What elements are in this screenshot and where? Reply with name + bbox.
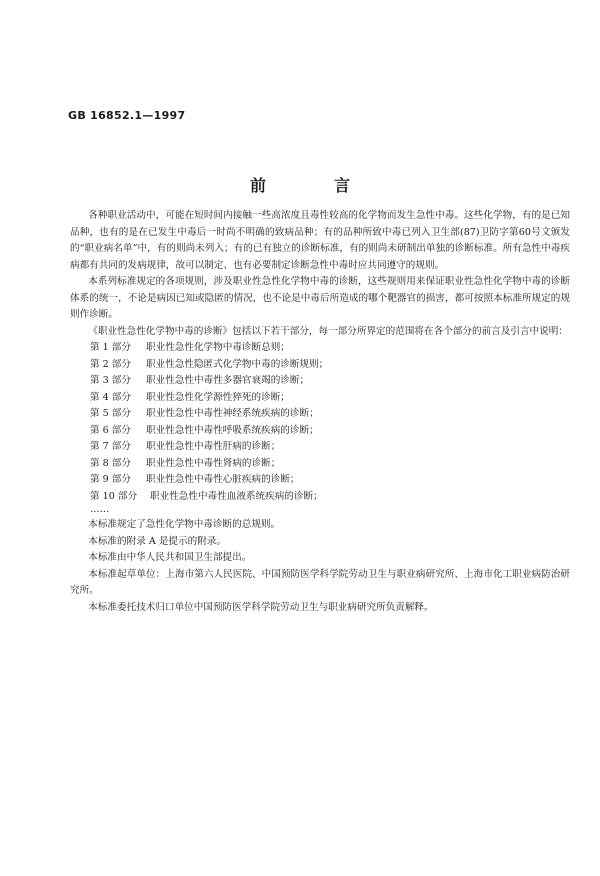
document-body <box>70 208 570 616</box>
part-title: 职业性急性中毒性心脏疾病的诊断； <box>146 474 300 485</box>
list-item <box>70 373 570 390</box>
standard-code: GB 16852.1—1997 <box>68 109 186 122</box>
part-label: 第 1 部分 <box>90 342 131 353</box>
page-title: 前 言 <box>249 176 376 195</box>
intro-paragraph: 《职业性急性化学物中毒的诊断》包括以下若干部分，每一部分所界定的范围将在各个部分的前言及引言中说明： <box>88 325 568 337</box>
intro-paragraph: 本系列标准规定的各项规则，涉及职业性急性化学物中毒的诊断，这些规则用来保证职业性急性化学物中毒的诊断体系的统一，不论是病因已知或隐匿的情况，也不论是中毒后所造成的哪个靶器官的损害，都可按照本标准所规定的规则作诊断。 <box>70 276 570 320</box>
part-label: 第 6 部分 <box>90 424 131 436</box>
part-label: 第 10 部分 <box>90 490 138 502</box>
part-title: 职业性急性隐匿式化学物中毒的诊断规则； <box>146 358 329 370</box>
part-title: 职业性急性中毒性血液系统疾病的诊断； <box>150 490 323 502</box>
part-title: 职业性急性中毒性肝病的诊断； <box>146 441 281 452</box>
list-item <box>70 340 570 357</box>
list-item <box>70 456 570 473</box>
part-label: 第 7 部分 <box>90 441 131 452</box>
list-item <box>70 390 570 407</box>
part-title: 职业性急性中毒性多器官衰竭的诊断； <box>146 375 310 386</box>
list-item <box>70 423 570 440</box>
part-label: 第 4 部分 <box>90 391 131 403</box>
list-item <box>70 439 570 456</box>
part-title: 职业性急性化学源性猝死的诊断； <box>146 391 290 403</box>
part-label: 第 8 部分 <box>90 457 131 469</box>
part-label: 第 9 部分 <box>90 474 131 485</box>
intro-paragraph: 各种职业活动中，可能在短时间内接触一些高浓度且毒性较高的化学物而发生急性中毒。这些化学物，有的是已知品种，也有的是在已发生中毒后一时尚不明确的致病品种；有的品种所致中毒已列入卫生部(87)卫防字第60号文颁发的“职业病名单”中，有的则尚未列入；有的已有独立的诊断标准，有的则尚未研制出单独的诊断标准。所有急性中毒疾病都有共同的发病规律，故可以制定、也有必要制定诊断急性中毒时应共同遵守的规则。 <box>70 210 570 271</box>
closing-paragraph: 本标准由中华人民共和国卫生部提出。 <box>88 552 252 563</box>
closing-paragraph: 本标准规定了急性化学物中毒诊断的总规则。 <box>88 519 281 530</box>
part-label: 第 3 部分 <box>90 375 131 386</box>
list-item <box>70 472 570 489</box>
part-title: 职业性急性中毒性神经系统疾病的诊断； <box>146 408 319 419</box>
closing-paragraph: 本标准的附录 A 是提示的附录。 <box>88 535 226 547</box>
closing-paragraph: 本标准委托技术归口单位中国预防医学科学院劳动卫生与职业病研究所负责解释。 <box>88 601 434 613</box>
part-label: 第 2 部分 <box>90 358 131 370</box>
closing-paragraph: 本标准起草单位：上海市第六人民医院、中国预防医学科学院劳动卫生与职业病研究所、上海市化工职业病防治研究所。 <box>70 568 570 596</box>
list-item <box>70 406 570 423</box>
list-item <box>70 357 570 374</box>
part-title: 职业性急性中毒性呼吸系统疾病的诊断； <box>146 424 319 436</box>
list-ellipsis: …… <box>90 504 110 515</box>
part-title: 职业性急性化学物中毒诊断总则； <box>146 342 290 353</box>
part-label: 第 5 部分 <box>90 408 131 419</box>
part-title: 职业性急性中毒性肾病的诊断； <box>146 457 281 469</box>
list-item <box>70 489 570 506</box>
parts-list <box>70 340 570 517</box>
